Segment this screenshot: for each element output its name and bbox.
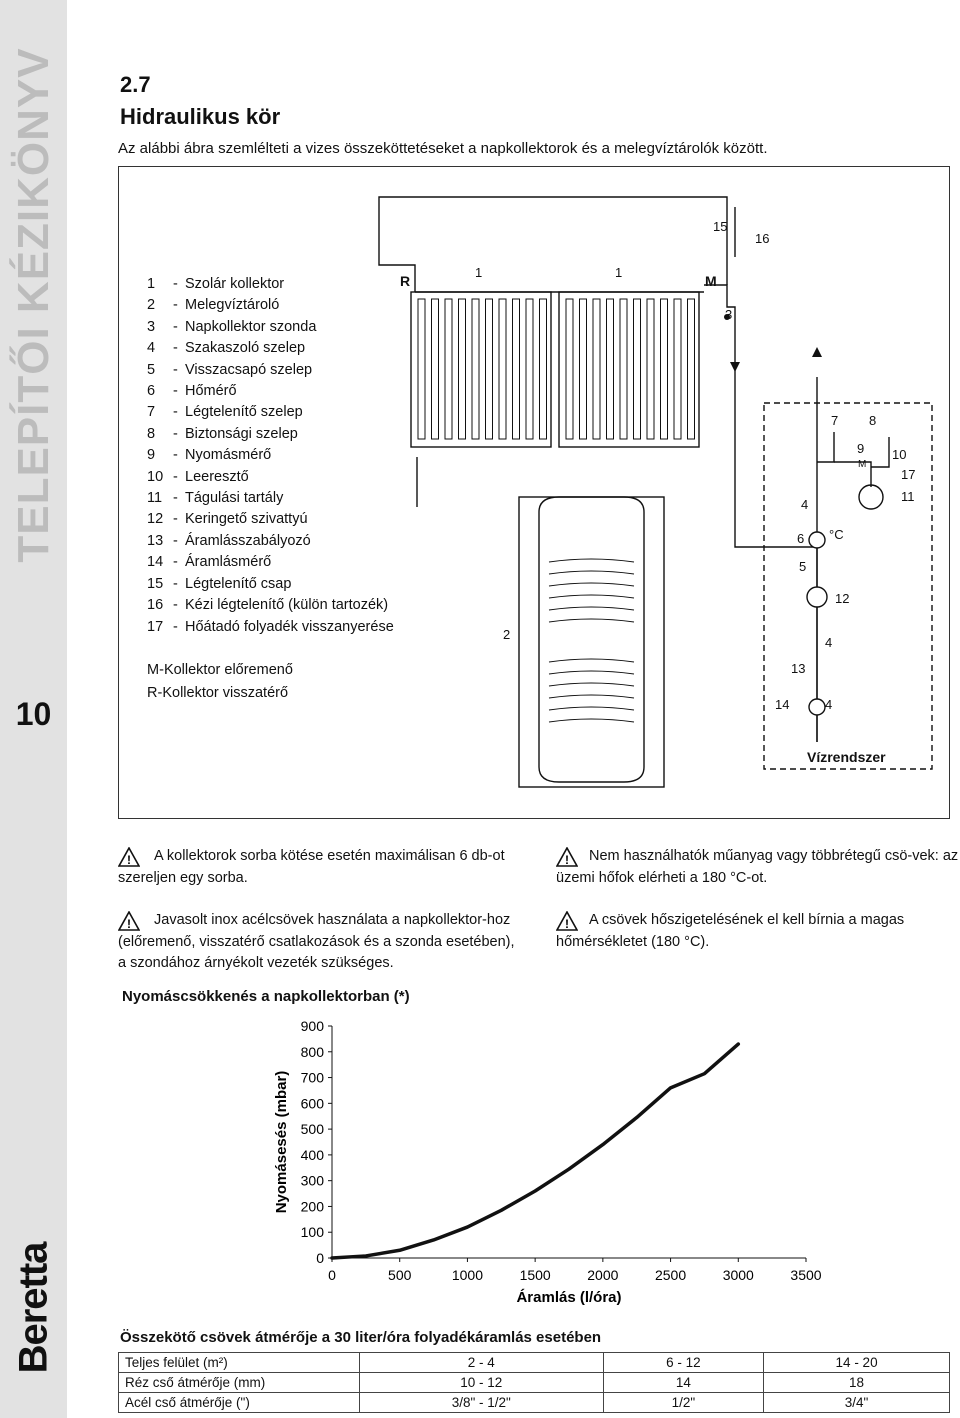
legend-separator: - xyxy=(173,468,178,485)
label-15: 15 xyxy=(713,219,728,234)
label-r: R xyxy=(400,273,411,289)
label-8: 8 xyxy=(869,413,877,428)
label-collector-1a: 1 xyxy=(475,265,483,280)
legend-flow-number: R xyxy=(147,685,158,701)
flow-pipe-down xyxy=(735,359,817,742)
flowmeter xyxy=(809,699,825,715)
table-title: Összekötő csövek átmérője a 30 liter/óra folyadékáramlás esetében xyxy=(120,1329,602,1346)
x-tick-label: 1000 xyxy=(451,1267,484,1283)
legend-text: Biztonsági szelep xyxy=(185,425,298,442)
label-10: 10 xyxy=(892,447,907,462)
collector-tube xyxy=(486,299,493,439)
table-cell: 14 xyxy=(603,1373,764,1393)
collector-tube xyxy=(540,299,547,439)
chart-title: Nyomáscsökkenés a napkollektorban (*) xyxy=(122,988,410,1005)
vent-branch xyxy=(817,432,834,462)
legend-number: 2 xyxy=(147,297,156,314)
legend-text: Napkollektor szonda xyxy=(185,318,317,335)
legend-flow-text: Kollektor visszatérő xyxy=(162,685,289,701)
legend-text: Hőátadó folyadék visszanyerése xyxy=(185,618,394,635)
tank-coils xyxy=(549,559,634,722)
x-tick-label: 2000 xyxy=(587,1267,619,1283)
legend-text: Tágulási tartály xyxy=(185,490,284,507)
legend-number: 1 xyxy=(147,276,156,292)
legend-number: 6 xyxy=(147,383,156,400)
y-axis-label: Nyomásesés (mbar) xyxy=(273,1070,290,1214)
legend-text: Áramlásszabályozó xyxy=(185,532,311,549)
legend-separator: - xyxy=(173,554,178,571)
x-tick-label: 1500 xyxy=(519,1267,551,1283)
label-13: 13 xyxy=(791,661,806,676)
y-tick-label: 700 xyxy=(300,1069,324,1086)
table-cell: 1/2" xyxy=(603,1393,764,1413)
legend-number: 3 xyxy=(147,318,156,335)
hydraulic-diagram xyxy=(118,166,950,819)
section-intro: Az alábbi ábra szemlélteti a vizes összeköttetéseket a napkollektorok és a melegvíztárolók között. xyxy=(118,140,768,157)
label-9: 9 xyxy=(857,441,865,456)
legend-number: 5 xyxy=(147,361,156,378)
svg-text:!: ! xyxy=(127,853,131,867)
legend-number: 9 xyxy=(147,447,156,464)
y-tick-label: 100 xyxy=(300,1224,324,1241)
table-cell: Acél cső átmérője (") xyxy=(119,1393,360,1413)
legend-separator: - xyxy=(173,618,178,635)
svg-text:!: ! xyxy=(565,853,569,867)
label-16: 16 xyxy=(755,231,770,246)
legend-separator: - xyxy=(173,383,178,400)
label-7: 7 xyxy=(831,413,839,428)
section-number: 2.7 xyxy=(120,72,151,97)
x-tick-label: 500 xyxy=(388,1267,412,1283)
legend-text: Áramlásmérő xyxy=(185,554,272,571)
coil-turn xyxy=(549,595,634,598)
label-12: 12 xyxy=(835,591,850,606)
legend-text: Légtelenítő szelep xyxy=(185,404,303,421)
label-m: M xyxy=(705,273,717,289)
legend-separator: - xyxy=(173,361,178,378)
coil-turn xyxy=(549,619,634,622)
label-deg: °C xyxy=(829,527,844,542)
collector-tube xyxy=(499,299,506,439)
note-stainless: ! Javasolt inox acélcsövek használata a napkollektor-hoz (előremenő, visszatérő csatlakozások és a szonda esetében), a szondához árnyékolt vezeték szükséges. xyxy=(118,912,515,971)
legend-number: 10 xyxy=(147,468,164,485)
legend-text: Keringető szivattyú xyxy=(185,511,308,528)
label-collector-1b: 1 xyxy=(615,265,623,280)
legend-separator: - xyxy=(173,318,178,335)
label-14: 14 xyxy=(775,697,790,712)
pipe-diameter-table xyxy=(118,1352,950,1413)
legend-separator: - xyxy=(173,447,178,464)
note-insulation: ! A csövek hőszigetelésének el kell bírnia a magas hőmérsékletet (180 °C). xyxy=(556,912,905,950)
table-cell: 14 - 20 xyxy=(764,1353,950,1373)
collector-tube xyxy=(566,299,573,439)
label-3: 3 xyxy=(725,307,733,322)
svg-text:!: ! xyxy=(127,917,131,931)
table-cell: 18 xyxy=(764,1373,950,1393)
table-cell: Teljes felület (m²) xyxy=(119,1353,360,1373)
legend-flow-number: M xyxy=(147,662,160,678)
table-cell: Réz cső átmérője (mm) xyxy=(119,1373,360,1393)
flow-arrow xyxy=(730,362,740,372)
table-cell: 10 - 12 xyxy=(360,1373,604,1393)
label-system: Vízrendszer xyxy=(807,749,886,765)
table-cell: 6 - 12 xyxy=(603,1353,764,1373)
legend-number: 8 xyxy=(147,425,156,442)
label-gauge: M xyxy=(858,459,867,470)
coil-turn xyxy=(549,607,634,610)
y-tick-label: 0 xyxy=(316,1250,324,1266)
flow-pipe xyxy=(704,285,735,359)
label-4a: 4 xyxy=(801,497,809,512)
legend-number: 17 xyxy=(147,618,164,635)
collector-tube xyxy=(634,299,641,439)
legend-text: Szolár kollektor xyxy=(185,276,285,292)
expansion-vessel xyxy=(859,485,883,509)
legend-number: 16 xyxy=(147,597,164,614)
table-row xyxy=(119,1353,950,1373)
legend-separator: - xyxy=(173,490,178,507)
legend-number: 11 xyxy=(147,490,163,507)
legend-number: 15 xyxy=(147,575,164,592)
legend-separator: - xyxy=(173,340,178,357)
system-box xyxy=(764,403,932,769)
legend-flow-text: Kollektor előremenő xyxy=(163,662,293,678)
y-tick-label: 600 xyxy=(300,1095,324,1112)
legend-separator: - xyxy=(173,575,178,592)
legend-text: Visszacsapó szelep xyxy=(185,361,313,378)
label-4c: 4 xyxy=(825,697,833,712)
collector-tube xyxy=(580,299,587,439)
legend-separator: - xyxy=(173,404,178,421)
legend-separator: - xyxy=(173,532,178,549)
label-2: 2 xyxy=(503,627,511,642)
legend-number: 14 xyxy=(147,554,164,571)
x-tick-label: 3500 xyxy=(790,1267,822,1283)
label-4b: 4 xyxy=(825,635,833,650)
safety-branch xyxy=(871,437,889,467)
legend-text: Leeresztő xyxy=(185,468,249,485)
coil-turn xyxy=(549,671,634,674)
svg-text:!: ! xyxy=(565,917,569,931)
warning-icon xyxy=(118,911,140,931)
pump xyxy=(807,587,827,607)
table-cell: 3/8" - 1/2" xyxy=(360,1393,604,1413)
thermometer xyxy=(809,532,825,548)
y-tick-label: 500 xyxy=(300,1121,324,1138)
return-arrow xyxy=(812,347,822,357)
page-number: 10 xyxy=(15,696,52,732)
x-tick-label: 3000 xyxy=(722,1267,754,1283)
warning-icon xyxy=(556,911,578,931)
legend-text: Nyomásmérő xyxy=(185,447,272,464)
collector-tube xyxy=(607,299,614,439)
y-tick-label: 400 xyxy=(300,1146,324,1163)
brand-logo: Beretta xyxy=(11,1242,56,1373)
legend-text: Melegvíztároló xyxy=(185,297,280,314)
legend-number: 13 xyxy=(147,532,164,549)
collector-tube xyxy=(620,299,627,439)
collector-tube xyxy=(418,299,425,439)
note-plastic: ! Nem használhatók műanyag vagy többrétegű csö-vek: az üzemi hőfok elérheti a 180 °C-ot. xyxy=(556,848,959,886)
legend-separator: - xyxy=(173,297,178,314)
collector-tube xyxy=(661,299,668,439)
label-5: 5 xyxy=(799,559,807,574)
hydraulic-schematic xyxy=(119,167,951,820)
legend-flow-separator: - xyxy=(159,662,164,678)
x-axis-label: Áramlás (l/óra) xyxy=(516,1289,622,1306)
warning-icon xyxy=(118,847,140,867)
coil-turn xyxy=(549,583,634,586)
legend-number: 4 xyxy=(147,340,156,357)
y-tick-label: 300 xyxy=(300,1172,324,1189)
collector-tube xyxy=(459,299,466,439)
legend-separator: - xyxy=(173,597,178,614)
collector-tube xyxy=(513,299,520,439)
storage-tank xyxy=(539,497,644,782)
tank-insulation xyxy=(519,497,664,787)
collector-tube xyxy=(674,299,681,439)
legend-flow-separator: - xyxy=(157,685,163,701)
sidebar xyxy=(0,0,67,1418)
label-11: 11 xyxy=(901,489,915,504)
table-row xyxy=(119,1393,950,1413)
return-pipe xyxy=(379,197,727,292)
collector-tube xyxy=(472,299,479,439)
legend-separator: - xyxy=(173,425,178,442)
collector-tube xyxy=(432,299,439,439)
coil-turn xyxy=(549,719,634,722)
collector-tubes xyxy=(418,299,695,439)
coil-turn xyxy=(549,571,634,574)
legend-text: Hőmérő xyxy=(185,383,237,400)
collector-tube xyxy=(688,299,695,439)
coil-turn xyxy=(549,695,634,698)
legend-separator: - xyxy=(173,511,178,528)
label-17: 17 xyxy=(901,467,916,482)
warning-icon xyxy=(556,847,578,867)
x-tick-label: 2500 xyxy=(654,1267,687,1283)
legend-number: 7 xyxy=(147,404,156,421)
table-row xyxy=(119,1373,950,1393)
section-title: Hidraulikus kör xyxy=(120,104,281,129)
coil-turn xyxy=(549,683,634,686)
pressure-drop-chart xyxy=(118,1010,950,1330)
legend-text: Légtelenítő csap xyxy=(185,575,292,592)
coil-turn xyxy=(549,707,634,710)
legend-number: 12 xyxy=(147,511,164,528)
y-tick-label: 900 xyxy=(300,1018,324,1034)
table-cell: 3/4" xyxy=(764,1393,950,1413)
collector-tube xyxy=(445,299,452,439)
legend-text: Szakaszoló szelep xyxy=(185,340,306,357)
label-6: 6 xyxy=(797,531,805,546)
y-tick-label: 800 xyxy=(300,1043,324,1060)
collector-tube xyxy=(526,299,533,439)
manual-title: TELEPÍTŐI KÉZIKÖNYV xyxy=(9,47,58,563)
legend-separator: - xyxy=(173,276,178,292)
y-tick-label: 200 xyxy=(300,1198,324,1215)
collector-tube xyxy=(593,299,600,439)
coil-turn xyxy=(549,559,634,562)
legend-text: Kézi légtelenítő (külön tartozék) xyxy=(185,597,389,614)
coil-turn xyxy=(549,659,634,662)
note-series: ! A kollektorok sorba kötése esetén maximálisan 6 db-ot szereljen egy sorba. xyxy=(118,848,505,886)
table-cell: 2 - 4 xyxy=(360,1353,604,1373)
x-tick-label: 0 xyxy=(328,1267,336,1283)
collector-tube xyxy=(647,299,654,439)
series-line xyxy=(332,1044,738,1258)
